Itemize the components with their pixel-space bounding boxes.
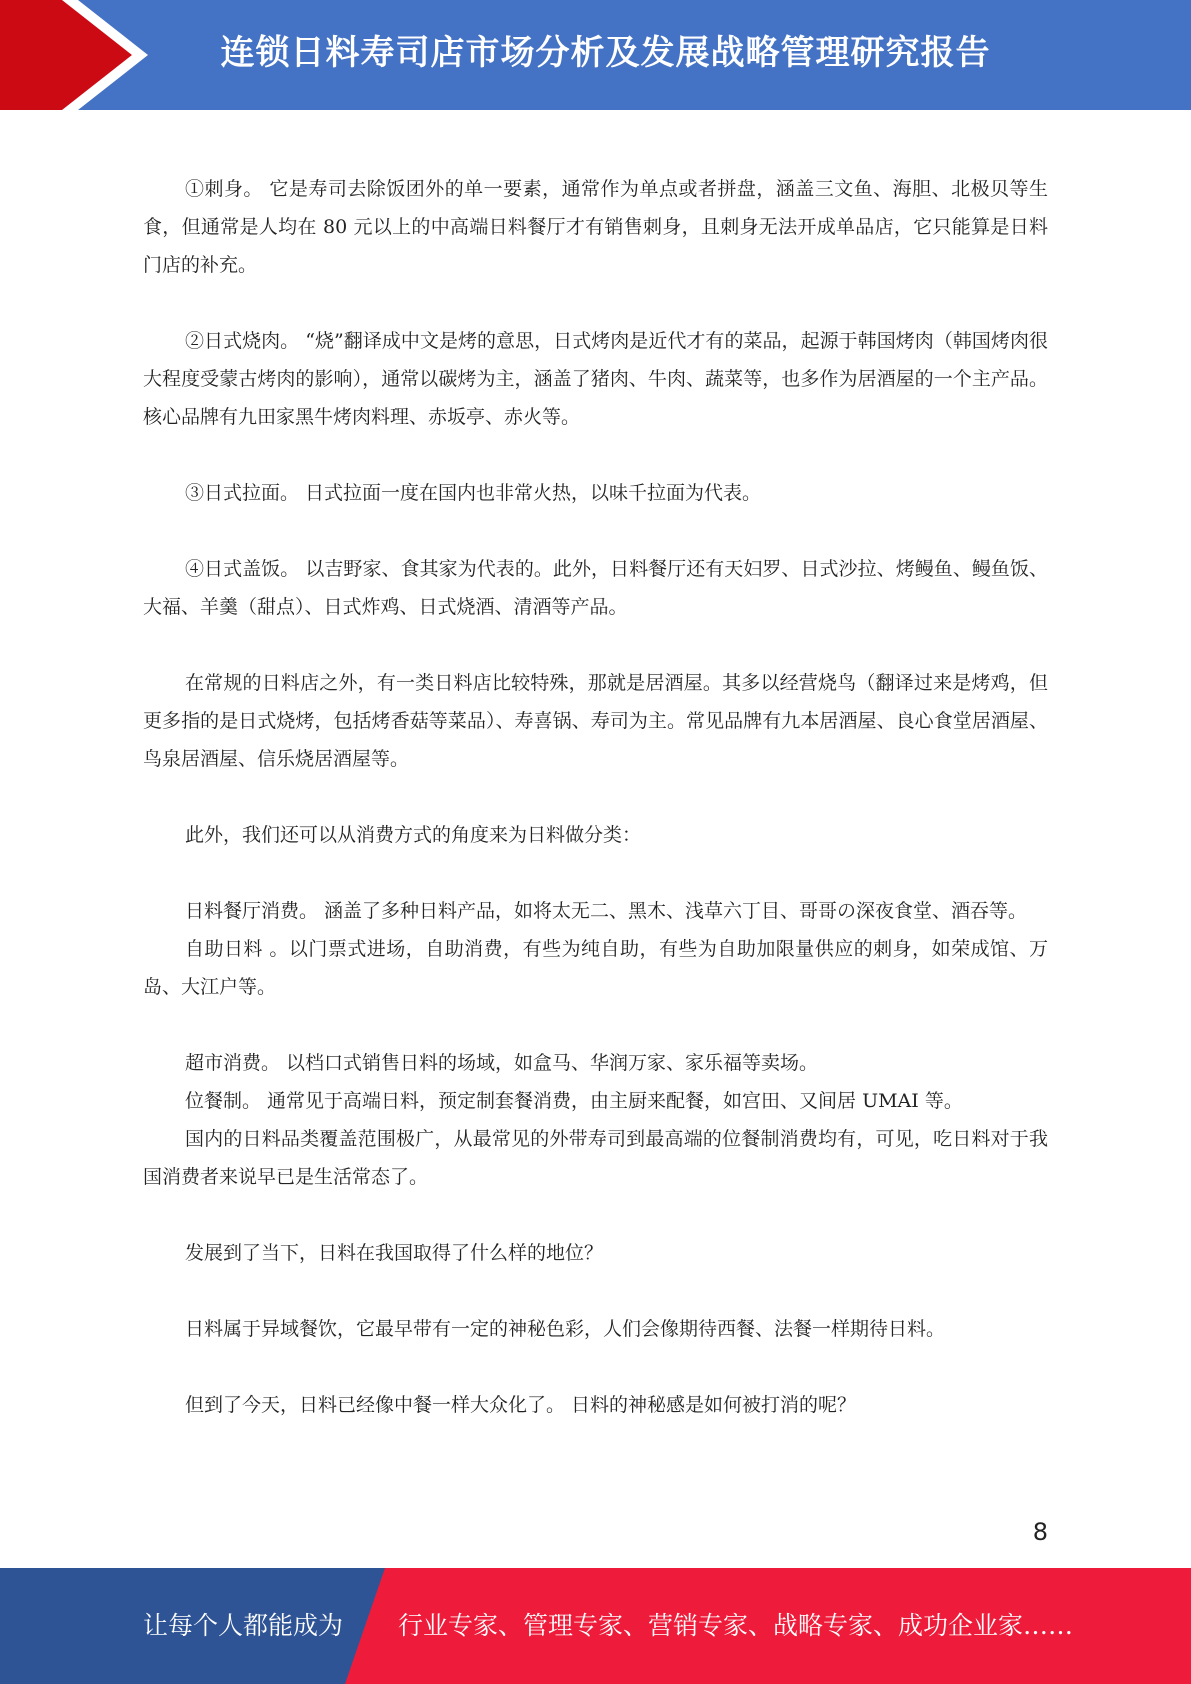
page-number: 8 [1032, 1518, 1048, 1546]
paragraph-yakiniku: ②日式烧肉。 “烧”翻译成中文是烤的意思，日式烤肉是近代才有的菜品，起源于韩国烤肉（韩国烤肉很大程度受蒙古烤肉的影响），通常以碳烤为主，涵盖了猪肉、牛肉、蔬菜等，也多作为居酒屋的一个主产品。核心品牌有九田家黑牛烤肉料理、赤坂亭、赤火等。 [143, 330, 1048, 428]
paragraph-donburi: ④日式盖饭。 以吉野家、食其家为代表的。此外，日料餐厅还有天妇罗、日式沙拉、烤鳗鱼、鳗鱼饭、大福、羊羹（甜点）、日式炸鸡、日式烧酒、清酒等产品。 [143, 558, 1048, 618]
paragraph-set-meal: 位餐制。 通常见于高端日料，预定制套餐消费，由主厨来配餐，如宫田、又间居 UMAI 等。 [185, 1090, 963, 1112]
body-text [143, 170, 1048, 1424]
paragraph-coverage: 国内的日料品类覆盖范围极广，从最常见的外带寿司到最高端的位餐制消费均有，可见，吃日料对于我国消费者来说早已是生活常态了。 [143, 1128, 1048, 1188]
paragraph-status-question: 发展到了当下，日料在我国取得了什么样的地位？ [185, 1242, 604, 1264]
paragraph-izakaya: 在常规的日料店之外，有一类日料店比较特殊，那就是居酒屋。其多以经营烧鸟（翻译过来是烤鸡，但更多指的是日式烧烤，包括烤香菇等菜品）、寿喜锅、寿司为主。常见品牌有九本居酒屋、良心食堂居酒屋、鸟泉居酒屋、信乐烧居酒屋等。 [143, 672, 1048, 770]
paragraph-restaurant-consumption: 日料餐厅消费。 涵盖了多种日料产品，如将太无二、黑木、浅草六丁目、哥哥の深夜食堂、酒吞等。 [185, 900, 1028, 922]
paragraph-buffet: 自助日料 。以门票式进场，自助消费，有些为纯自助，有些为自助加限量供应的刺身，如荣成馆、万岛、大江户等。 [143, 938, 1048, 998]
footer-slogan-left: 让每个人都能成为 [143, 1611, 344, 1640]
paragraph-ramen: ③日式拉面。 日式拉面一度在国内也非常火热，以味千拉面为代表。 [185, 482, 762, 504]
report-title: 连锁日料寿司店市场分析及发展战略管理研究报告 [220, 33, 991, 73]
page-footer [0, 1568, 1191, 1684]
footer-slogan-right: 行业专家、管理专家、营销专家、战略专家、成功企业家…… [398, 1611, 1074, 1640]
paragraph-sashimi: ①刺身。 它是寿司去除饭团外的单一要素，通常作为单点或者拼盘，涵盖三文鱼、海胆、北极贝等生食，但通常是人均在 80 元以上的中高端日料餐厅才有销售刺身，且刺身无法开成单品店，它只能算是日料门店的补充。 [143, 178, 1048, 276]
paragraph-exotic: 日料属于异域餐饮，它最早带有一定的神秘色彩，人们会像期待西餐、法餐一样期待日料。 [185, 1318, 946, 1340]
paragraph-popularized: 但到了今天，日料已经像中餐一样大众化了。 日料的神秘感是如何被打消的呢？ [185, 1394, 857, 1416]
paragraph-classification-intro: 此外，我们还可以从消费方式的角度来为日料做分类： [185, 824, 642, 846]
page-header [0, 0, 1191, 110]
paragraph-supermarket: 超市消费。 以档口式销售日料的场域，如盒马、华润万家、家乐福等卖场。 [185, 1052, 819, 1074]
